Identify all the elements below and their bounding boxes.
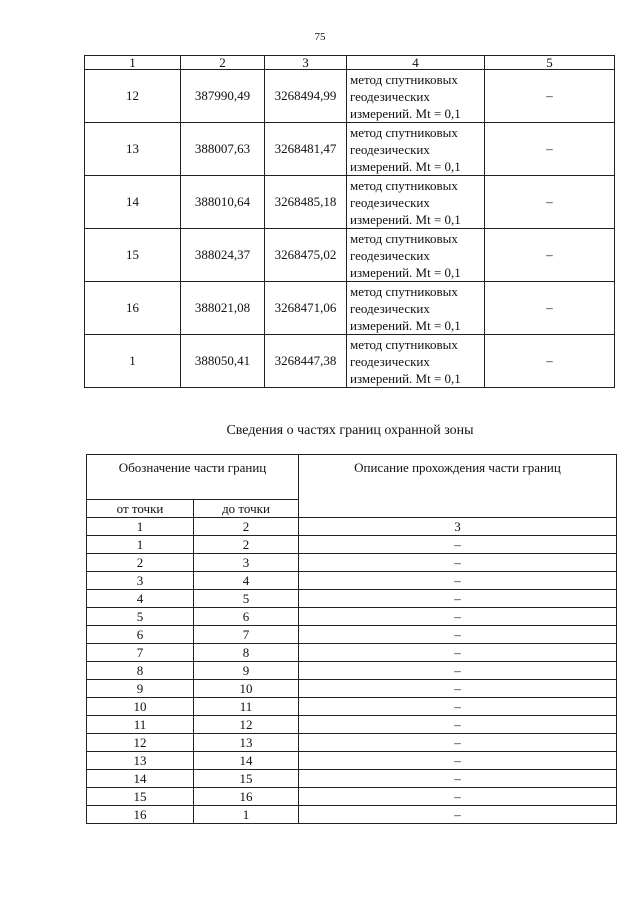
- method-line: метод спутниковых: [350, 71, 458, 87]
- note-cell: –: [485, 229, 615, 282]
- coords-row: [85, 229, 615, 282]
- method-line: метод спутниковых: [350, 124, 458, 140]
- description-cell: –: [299, 536, 617, 554]
- boundary-parts-table: [86, 454, 617, 824]
- from-point-cell: 14: [87, 770, 194, 788]
- from-point-cell: 2: [87, 554, 194, 572]
- note-cell: –: [485, 176, 615, 229]
- method-line: геодезических: [350, 300, 430, 316]
- method-line: геодезических: [350, 141, 430, 157]
- page-number: 75: [314, 31, 326, 43]
- method-cell: [347, 282, 485, 335]
- description-cell: –: [299, 608, 617, 626]
- coords-header-cell: 1: [85, 56, 181, 70]
- coords-header-cell: 5: [485, 56, 615, 70]
- method-line: измерений. Mt = 0,1: [350, 105, 461, 121]
- to-point-cell: 6: [194, 608, 299, 626]
- parts-row: [87, 644, 617, 662]
- x-coordinate-cell: 388021,08: [181, 282, 265, 335]
- parts-row: [87, 572, 617, 590]
- point-number-cell: 12: [85, 70, 181, 123]
- parts-row: [87, 626, 617, 644]
- method-line: метод спутниковых: [350, 283, 458, 299]
- parts-row: [87, 770, 617, 788]
- coords-row: [85, 123, 615, 176]
- to-point-cell: 3: [194, 554, 299, 572]
- method-line: измерений. Mt = 0,1: [350, 264, 461, 280]
- to-point-cell: 9: [194, 662, 299, 680]
- parts-row: [87, 554, 617, 572]
- to-point-cell: 11: [194, 698, 299, 716]
- to-point-cell: 13: [194, 734, 299, 752]
- from-point-cell: 3: [87, 572, 194, 590]
- x-coordinate-cell: 388007,63: [181, 123, 265, 176]
- header-boundary-part-designation: Обозначение части границ: [87, 455, 299, 500]
- parts-row: [87, 806, 617, 824]
- coords-row: [85, 70, 615, 123]
- description-cell: –: [299, 806, 617, 824]
- from-point-cell: 12: [87, 734, 194, 752]
- coords-row: [85, 282, 615, 335]
- x-coordinate-cell: 388010,64: [181, 176, 265, 229]
- description-cell: –: [299, 662, 617, 680]
- from-point-cell: 7: [87, 644, 194, 662]
- header-boundary-part-description: Описание прохождения части границ: [299, 455, 617, 518]
- section-title: Сведения о частях границ охранной зоны: [226, 423, 474, 438]
- from-point-cell: 4: [87, 590, 194, 608]
- coords-row: [85, 176, 615, 229]
- description-cell: –: [299, 626, 617, 644]
- y-coordinate-cell: 3268485,18: [265, 176, 347, 229]
- description-cell: –: [299, 698, 617, 716]
- from-point-cell: 11: [87, 716, 194, 734]
- method-line: геодезических: [350, 194, 430, 210]
- parts-row: [87, 716, 617, 734]
- to-point-cell: 16: [194, 788, 299, 806]
- description-cell: –: [299, 734, 617, 752]
- x-coordinate-cell: 388050,41: [181, 335, 265, 388]
- y-coordinate-cell: 3268447,38: [265, 335, 347, 388]
- description-cell: –: [299, 752, 617, 770]
- method-line: измерений. Mt = 0,1: [350, 158, 461, 174]
- parts-header-row: [87, 455, 617, 500]
- numbering-cell: 2: [194, 518, 299, 536]
- point-number-cell: 13: [85, 123, 181, 176]
- point-number-cell: 14: [85, 176, 181, 229]
- method-cell: [347, 176, 485, 229]
- to-point-cell: 2: [194, 536, 299, 554]
- method-line: метод спутниковых: [350, 177, 458, 193]
- from-point-cell: 10: [87, 698, 194, 716]
- method-line: геодезических: [350, 247, 430, 263]
- parts-row: [87, 698, 617, 716]
- method-cell: [347, 229, 485, 282]
- coords-header-row: [85, 56, 615, 70]
- coords-header-cell: 3: [265, 56, 347, 70]
- header-from-point: от точки: [87, 500, 194, 518]
- description-cell: –: [299, 572, 617, 590]
- note-cell: –: [485, 70, 615, 123]
- point-number-cell: 16: [85, 282, 181, 335]
- parts-row: [87, 608, 617, 626]
- method-cell: [347, 335, 485, 388]
- method-cell: [347, 70, 485, 123]
- parts-row: [87, 536, 617, 554]
- parts-row: [87, 590, 617, 608]
- coords-header-cell: 4: [347, 56, 485, 70]
- to-point-cell: 8: [194, 644, 299, 662]
- to-point-cell: 7: [194, 626, 299, 644]
- from-point-cell: 9: [87, 680, 194, 698]
- method-line: измерений. Mt = 0,1: [350, 370, 461, 386]
- to-point-cell: 12: [194, 716, 299, 734]
- description-cell: –: [299, 770, 617, 788]
- from-point-cell: 13: [87, 752, 194, 770]
- to-point-cell: 14: [194, 752, 299, 770]
- method-line: метод спутниковых: [350, 336, 458, 352]
- parts-numbering-row: [87, 518, 617, 536]
- from-point-cell: 16: [87, 806, 194, 824]
- y-coordinate-cell: 3268475,02: [265, 229, 347, 282]
- to-point-cell: 5: [194, 590, 299, 608]
- parts-row: [87, 680, 617, 698]
- to-point-cell: 10: [194, 680, 299, 698]
- method-line: геодезических: [350, 353, 430, 369]
- description-cell: –: [299, 554, 617, 572]
- parts-row: [87, 662, 617, 680]
- to-point-cell: 4: [194, 572, 299, 590]
- note-cell: –: [485, 123, 615, 176]
- numbering-cell: 3: [299, 518, 617, 536]
- parts-row: [87, 788, 617, 806]
- from-point-cell: 8: [87, 662, 194, 680]
- description-cell: –: [299, 788, 617, 806]
- coordinates-table: [84, 55, 615, 388]
- method-line: измерений. Mt = 0,1: [350, 211, 461, 227]
- point-number-cell: 1: [85, 335, 181, 388]
- description-cell: –: [299, 716, 617, 734]
- y-coordinate-cell: 3268481,47: [265, 123, 347, 176]
- description-cell: –: [299, 644, 617, 662]
- note-cell: –: [485, 282, 615, 335]
- description-cell: –: [299, 680, 617, 698]
- coords-header-cell: 2: [181, 56, 265, 70]
- coords-row: [85, 335, 615, 388]
- from-point-cell: 15: [87, 788, 194, 806]
- y-coordinate-cell: 3268471,06: [265, 282, 347, 335]
- description-cell: –: [299, 590, 617, 608]
- x-coordinate-cell: 387990,49: [181, 70, 265, 123]
- from-point-cell: 1: [87, 536, 194, 554]
- from-point-cell: 5: [87, 608, 194, 626]
- parts-row: [87, 734, 617, 752]
- method-cell: [347, 123, 485, 176]
- to-point-cell: 15: [194, 770, 299, 788]
- y-coordinate-cell: 3268494,99: [265, 70, 347, 123]
- note-cell: –: [485, 335, 615, 388]
- parts-row: [87, 752, 617, 770]
- header-to-point: до точки: [194, 500, 299, 518]
- method-line: метод спутниковых: [350, 230, 458, 246]
- method-line: геодезических: [350, 88, 430, 104]
- to-point-cell: 1: [194, 806, 299, 824]
- point-number-cell: 15: [85, 229, 181, 282]
- from-point-cell: 6: [87, 626, 194, 644]
- x-coordinate-cell: 388024,37: [181, 229, 265, 282]
- method-line: измерений. Mt = 0,1: [350, 317, 461, 333]
- numbering-cell: 1: [87, 518, 194, 536]
